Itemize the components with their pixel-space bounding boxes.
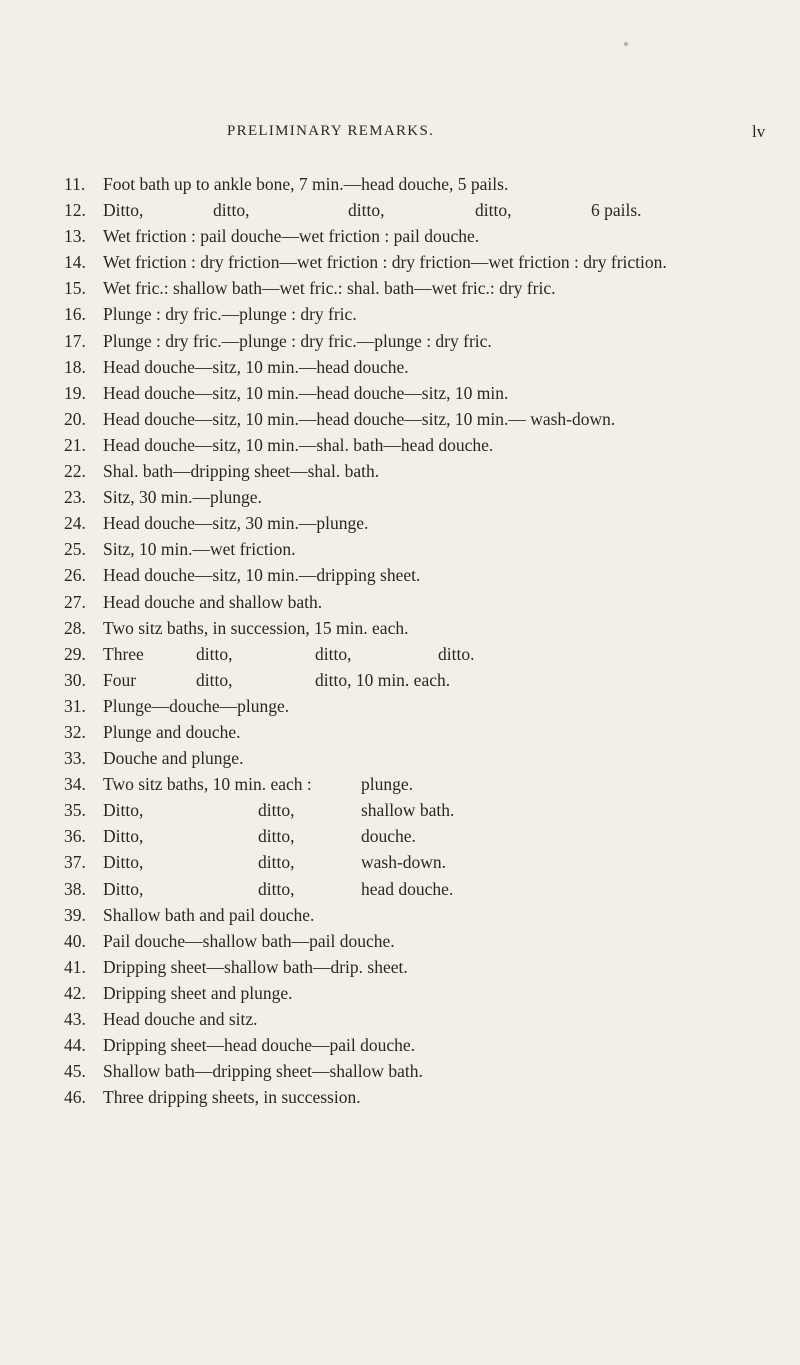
item-text: Shallow bath—dripping sheet—shallow bath. <box>103 1061 423 1082</box>
item-cell: 6 pails. <box>591 200 642 221</box>
item-number: 13. <box>64 226 86 247</box>
item-cell: wash-down. <box>361 852 447 873</box>
item-text: Dripping sheet—head douche—pail douche. <box>103 1035 415 1056</box>
item-cell: plunge. <box>361 774 414 795</box>
list-item <box>64 719 754 745</box>
item-number: 42. <box>64 982 86 1003</box>
item-cell: ditto, <box>196 669 233 690</box>
item-cell: ditto, <box>258 800 295 821</box>
list-item <box>64 641 754 667</box>
item-cell: Ditto, <box>103 826 144 847</box>
list-item <box>64 510 754 536</box>
page-number: lv <box>752 122 766 141</box>
list-item <box>64 980 754 1006</box>
item-columns <box>103 849 754 875</box>
list-item <box>64 380 754 406</box>
item-number: 30. <box>64 669 86 690</box>
item-columns <box>103 771 754 797</box>
list-item <box>64 458 754 484</box>
item-text: Head douche—sitz, 10 min.—shal. bath—head douche. <box>103 434 494 455</box>
list-item <box>64 484 754 510</box>
item-text: Plunge—douche—plunge. <box>103 695 290 716</box>
item-number: 32. <box>64 721 86 742</box>
item-cell: head douche. <box>361 878 454 899</box>
item-text: Wet friction : pail douche—wet friction : pail douche. <box>103 226 480 247</box>
list-item <box>64 171 754 197</box>
list-item <box>64 876 754 902</box>
item-cell: ditto, 10 min. each. <box>315 669 451 690</box>
item-number: 11. <box>64 174 86 194</box>
item-cell: Two sitz baths, 10 min. each : <box>103 774 312 795</box>
item-number: 26. <box>64 565 86 586</box>
item-text: Head douche—sitz, 10 min.—head douche. <box>103 356 409 377</box>
list-item <box>64 301 754 327</box>
item-number: 40. <box>64 930 86 951</box>
list-item <box>64 1032 754 1058</box>
item-number: 22. <box>64 461 86 482</box>
item-number: 33. <box>64 748 86 769</box>
item-text: Plunge : dry fric.—plunge : dry fric. <box>103 304 357 325</box>
item-text: Dripping sheet and plunge. <box>103 982 293 1003</box>
item-cell: ditto, <box>258 878 295 899</box>
item-number: 24. <box>64 513 86 534</box>
item-text: Pail douche—shallow bath—pail douche. <box>103 930 395 951</box>
item-cell: Ditto, <box>103 852 144 873</box>
item-cell: douche. <box>361 826 416 847</box>
item-number: 15. <box>64 278 86 299</box>
list-item <box>64 275 754 301</box>
item-cell: Three <box>103 643 144 664</box>
item-text: Head douche—sitz, 10 min.—head douche—sitz, 10 min.— wash-down. <box>103 408 616 429</box>
list-item <box>64 615 754 641</box>
ink-speck <box>624 42 628 46</box>
item-columns <box>103 197 754 223</box>
page-header <box>0 123 800 149</box>
item-text: Wet friction : dry friction—wet friction : dry friction—wet friction : dry friction. <box>103 252 667 273</box>
item-cell: Ditto, <box>103 800 144 821</box>
item-cell: Ditto, <box>103 878 144 899</box>
list-item <box>64 354 754 380</box>
list-item <box>64 328 754 354</box>
list-item <box>64 667 754 693</box>
item-number: 17. <box>64 330 86 351</box>
item-text: Shallow bath and pail douche. <box>103 904 315 925</box>
item-cell: ditto, <box>258 852 295 873</box>
item-number: 46. <box>64 1087 86 1108</box>
list-item <box>64 849 754 875</box>
list-item <box>64 223 754 249</box>
list-item <box>64 745 754 771</box>
treatment-list <box>64 171 754 1110</box>
item-cell: ditto, <box>196 643 233 664</box>
list-item <box>64 902 754 928</box>
item-number: 38. <box>64 878 86 899</box>
item-text: Plunge : dry fric.—plunge : dry fric.—plunge : dry fric. <box>103 330 492 351</box>
item-text: Head douche—sitz, 10 min.—dripping sheet. <box>103 565 421 586</box>
item-cell: Ditto, <box>103 200 144 221</box>
list-item <box>64 1006 754 1032</box>
item-text: Head douche and sitz. <box>103 1009 258 1029</box>
item-text: Dripping sheet—shallow bath—drip. sheet. <box>103 956 408 977</box>
item-number: 31. <box>64 695 86 716</box>
item-number: 35. <box>64 800 86 821</box>
item-cell: shallow bath. <box>361 800 455 821</box>
item-cell: Four <box>103 669 137 690</box>
running-title: PRELIMINARY REMARKS. <box>227 123 435 139</box>
item-columns <box>103 823 754 849</box>
item-number: 21. <box>64 434 86 455</box>
item-cell: ditto, <box>348 200 385 221</box>
item-number: 39. <box>64 904 86 925</box>
item-number: 19. <box>64 382 86 403</box>
list-item <box>64 536 754 562</box>
item-number: 36. <box>64 826 86 847</box>
item-number: 28. <box>64 617 86 638</box>
item-text: Three dripping sheets, in succession. <box>103 1087 361 1108</box>
item-number: 27. <box>64 591 86 612</box>
list-item <box>64 797 754 823</box>
item-number: 16. <box>64 304 86 325</box>
item-text: Wet fric.: shallow bath—wet fric.: shal. bath—wet fric.: dry fric. <box>103 278 556 299</box>
item-columns <box>103 876 754 902</box>
item-text: Head douche and shallow bath. <box>103 591 323 612</box>
item-columns <box>103 641 754 667</box>
item-number: 43. <box>64 1009 86 1029</box>
item-text: Plunge and douche. <box>103 721 241 742</box>
item-cell: ditto. <box>438 643 475 664</box>
item-number: 18. <box>64 356 86 377</box>
item-cell: ditto, <box>258 826 295 847</box>
list-item <box>64 432 754 458</box>
item-number: 25. <box>64 539 86 560</box>
list-item <box>64 1084 754 1110</box>
list-item <box>64 771 754 797</box>
item-text: Sitz, 30 min.—plunge. <box>103 487 262 508</box>
list-item <box>64 562 754 588</box>
item-number: 12. <box>64 200 86 221</box>
list-item <box>64 589 754 615</box>
item-text: Head douche—sitz, 10 min.—head douche—sitz, 10 min. <box>103 382 509 403</box>
item-text: Shal. bath—dripping sheet—shal. bath. <box>103 461 380 482</box>
item-cell: ditto, <box>475 200 512 221</box>
item-columns <box>103 797 754 823</box>
item-text: Two sitz baths, in succession, 15 min. each. <box>103 617 409 638</box>
item-cell: ditto, <box>213 200 250 221</box>
item-number: 45. <box>64 1061 86 1082</box>
item-text: Douche and plunge. <box>103 748 244 769</box>
item-number: 23. <box>64 487 86 508</box>
item-number: 29. <box>64 643 86 664</box>
item-text: Foot bath up to ankle bone, 7 min.—head douche, 5 pails. <box>103 174 509 194</box>
list-item <box>64 823 754 849</box>
list-item <box>64 928 754 954</box>
list-item <box>64 197 754 223</box>
item-number: 41. <box>64 956 86 977</box>
item-number: 20. <box>64 408 86 429</box>
list-item <box>64 954 754 980</box>
item-text: Head douche—sitz, 30 min.—plunge. <box>103 513 369 534</box>
item-cell: ditto, <box>315 643 352 664</box>
item-number: 37. <box>64 852 86 873</box>
item-text: Sitz, 10 min.—wet friction. <box>103 539 296 560</box>
list-item <box>64 406 754 432</box>
item-number: 44. <box>64 1035 86 1056</box>
list-item <box>64 1058 754 1084</box>
item-columns <box>103 667 754 693</box>
item-number: 34. <box>64 774 86 795</box>
list-item <box>64 249 754 275</box>
list-item <box>64 693 754 719</box>
item-number: 14. <box>64 252 86 273</box>
